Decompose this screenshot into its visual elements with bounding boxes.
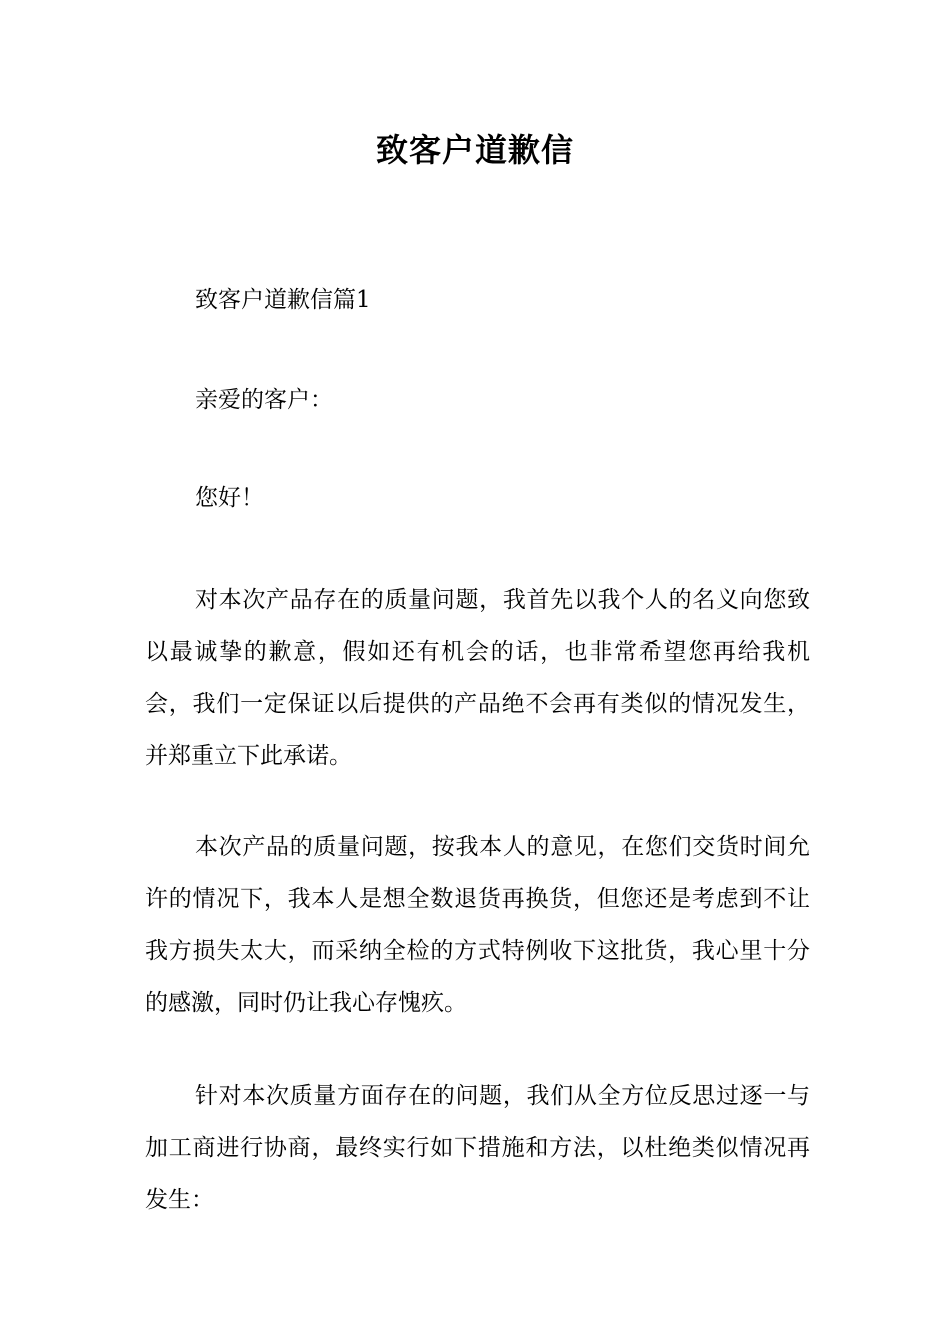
section-heading: 致客户道歉信篇1	[195, 287, 371, 313]
paragraph-1: 对本次产品存在的质量问题，我首先以我个人的名义向您致以最诚挚的歉意，假如还有机会的话，也非常希望您再给我机会，我们一定保证以后提供的产品绝不会再有类似的情况发生，并郑重立下此承诺。	[145, 587, 810, 769]
paragraph-3: 针对本次质量方面存在的问题，我们从全方位反思过逐一与加工商进行协商，最终实行如下措施和方法，以杜绝类似情况再发生：	[145, 1083, 810, 1213]
document-title: 致客户道歉信	[375, 131, 574, 169]
salutation: 亲爱的客户：	[195, 387, 333, 413]
paragraph-2: 本次产品的质量问题，按我本人的意见，在您们交货时间允许的情况下，我本人是想全数退货再换货，但您还是考虑到不让我方损失太大，而采纳全检的方式特例收下这批货，我心里十分的感激，同时仍让我心存愧疚。	[145, 834, 810, 1016]
greeting: 您好！	[195, 485, 264, 511]
